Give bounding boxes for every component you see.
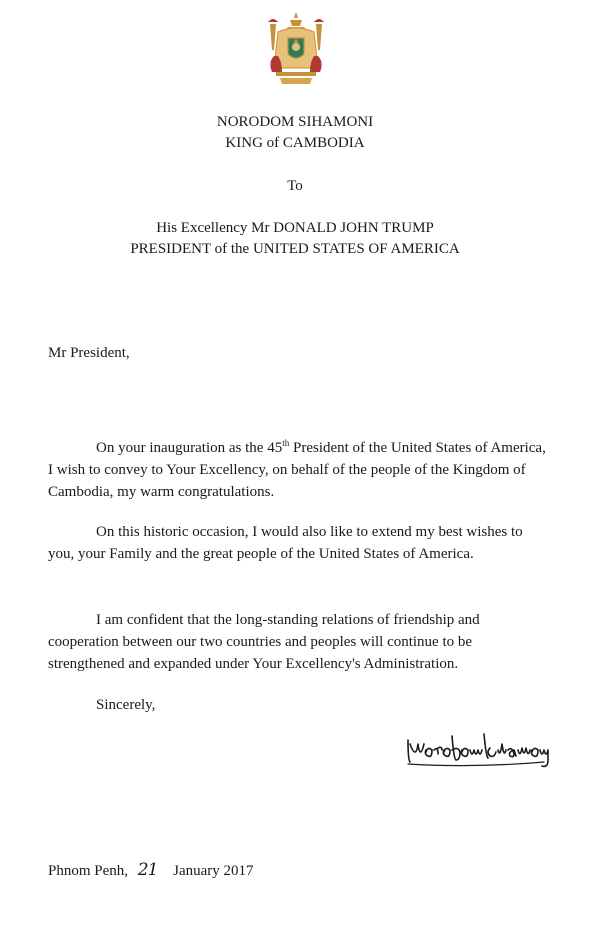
paragraph-1-before: On your inauguration as the 45 <box>96 440 283 456</box>
sender-name: NORODOM SIHAMONI <box>216 114 374 130</box>
salutation: Mr President, <box>48 345 130 361</box>
sender-title: KING of CAMBODIA <box>225 135 365 151</box>
to-label: To <box>287 178 303 194</box>
ordinal-suffix: th <box>282 438 290 448</box>
handwritten-day: 21 <box>137 860 158 880</box>
royal-arms-of-cambodia-icon <box>260 10 332 88</box>
recipient-block <box>0 218 590 260</box>
paragraph-1-after: President of the United States of America, I wish to convey to Your Excellency, on behalf of the people of the Kingdom of Cambodia, my warm congratulations. <box>48 440 546 500</box>
paragraph-1 <box>48 437 548 503</box>
paragraph-3: I am confident that the long-standing relations of friendship and cooperation between our two countries and peoples will continue to be strengthened and expanded under Your Excellency's Administration. <box>48 612 480 672</box>
closing: Sincerely, <box>96 697 156 713</box>
paragraph-2: On this historic occasion, I would also like to extend my best wishes to you, your Family and the great people of the United States of America. <box>48 524 523 562</box>
recipient-line2: PRESIDENT of the UNITED STATES OF AMERICA <box>130 241 460 257</box>
handwritten-signature-icon <box>404 730 554 772</box>
place: Phnom Penh, <box>48 863 129 879</box>
month-year: January 2017 <box>173 863 254 879</box>
recipient-line1: His Excellency Mr DONALD JOHN TRUMP <box>156 220 434 236</box>
sender-block <box>0 112 590 154</box>
place-date <box>48 859 254 882</box>
